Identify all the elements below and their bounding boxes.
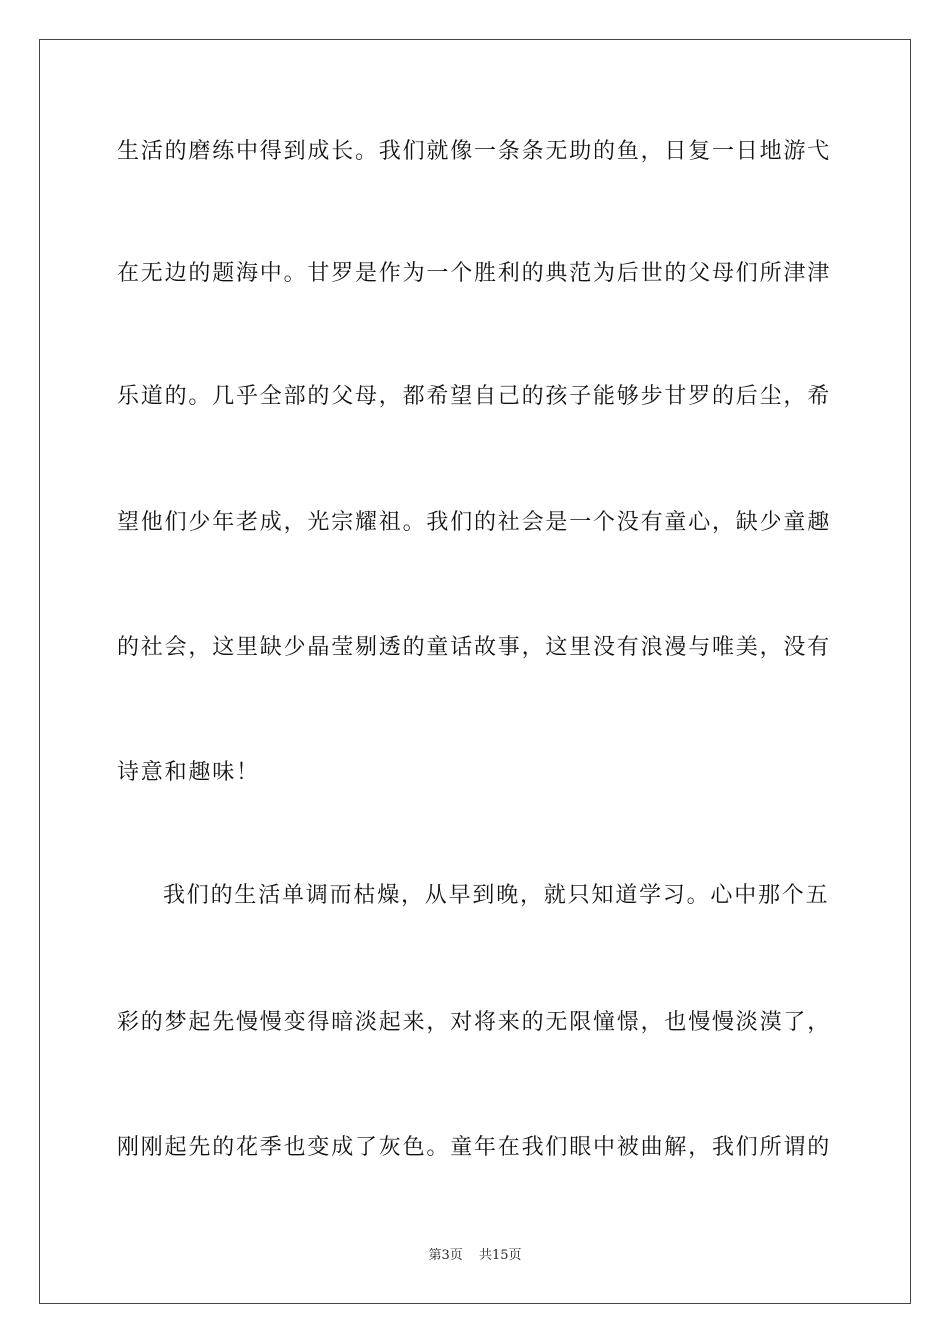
text-line: 在无边的题海中。甘罗是作为一个胜利的典范为后世的父母们所津津 [117, 261, 832, 286]
text-line: 乐道的。几乎全部的父母，都希望自己的孩子能够步甘罗的后尘，希 [117, 384, 832, 409]
page-footer [0, 1247, 950, 1265]
text-line: 刚刚起先的花季也变成了灰色。童年在我们眼中被曲解，我们所谓的 [117, 1135, 832, 1160]
text-line: 生活的磨练中得到成长。我们就像一条条无助的鱼，日复一日地游弋 [117, 139, 832, 164]
paragraph-first-line: 我们的生活单调而枯燥，从早到晚，就只知道学习。心中那个五 [163, 883, 830, 908]
page-total: 共15页 [478, 1248, 522, 1263]
text-line: 彩的梦起先慢慢变得暗淡起来，对将来的无限憧憬，也慢慢淡漠了， [117, 1010, 832, 1035]
text-line: 望他们少年老成，光宗耀祖。我们的社会是一个没有童心，缺少童趣 [117, 510, 832, 535]
page-frame [39, 39, 911, 1304]
text-line: 的社会，这里缺少晶莹剔透的童话故事，这里没有浪漫与唯美，没有 [117, 635, 832, 660]
text-line: 诗意和趣味！ [117, 760, 260, 785]
page-number: 第3页 [428, 1248, 463, 1263]
